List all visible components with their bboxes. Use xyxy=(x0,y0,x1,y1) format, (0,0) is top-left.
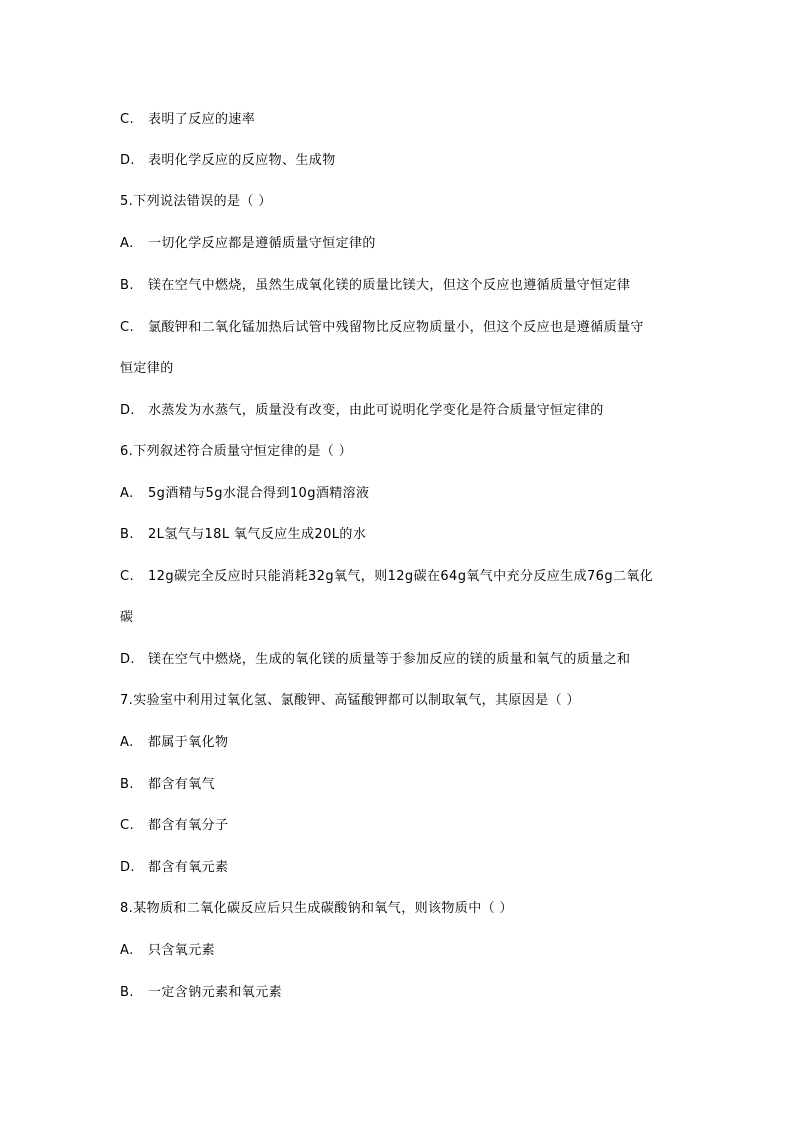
question-line xyxy=(120,444,690,460)
question-text: 6.下列叙述符合质量守恒定律的是（ ） xyxy=(120,444,353,459)
option-line xyxy=(120,153,690,169)
question-text: 5.下列说法错误的是（ ） xyxy=(120,194,272,209)
option-text: 都含有氧元素 xyxy=(148,860,229,875)
option-text: 表明了反应的速率 xyxy=(148,112,256,127)
option-line xyxy=(120,777,690,793)
continuation-line xyxy=(120,361,690,377)
option-text: 2L氢气与18L 氧气反应生成20L的水 xyxy=(148,527,367,542)
continuation-line xyxy=(120,610,690,626)
option-letter: B. xyxy=(120,985,134,1000)
option-letter: D. xyxy=(120,652,135,667)
option-text: 一定含钠元素和氧元素 xyxy=(148,985,283,1000)
option-text: 水蒸发为水蒸气，质量没有改变，由此可说明化学变化是符合质量守恒定律的 xyxy=(148,403,604,418)
option-letter: A. xyxy=(120,943,134,958)
option-line xyxy=(120,818,690,834)
question-text: 8.某物质和二氧化碳反应后只生成碳酸钠和氧气，则该物质中（ ） xyxy=(120,901,513,916)
question-line xyxy=(120,901,690,917)
option-letter: B. xyxy=(120,278,134,293)
option-text: 镁在空气中燃烧，生成的氧化镁的质量等于参加反应的镁的质量和氧气的质量之和 xyxy=(148,652,631,667)
continuation-text: 恒定律的 xyxy=(120,361,174,376)
option-text: 12g碳完全反应时只能消耗32g氧气，则12g碳在64g氧气中充分反应生成76g二氧化 xyxy=(148,569,654,584)
option-letter: C. xyxy=(120,818,135,833)
option-line xyxy=(120,112,690,128)
option-text: 都含有氧分子 xyxy=(148,818,229,833)
option-text: 5g酒精与5g水混合得到10g酒精溶液 xyxy=(148,486,370,501)
option-line xyxy=(120,236,690,252)
option-letter: A. xyxy=(120,735,134,750)
option-letter: B. xyxy=(120,527,134,542)
option-line xyxy=(120,320,690,336)
option-letter: B. xyxy=(120,777,134,792)
option-line xyxy=(120,735,690,751)
option-text: 都属于氧化物 xyxy=(148,735,229,750)
option-letter: C. xyxy=(120,320,135,335)
option-letter: C. xyxy=(120,112,135,127)
question-line xyxy=(120,693,690,709)
question-line xyxy=(120,194,690,210)
option-text: 氯酸钾和二氧化锰加热后试管中残留物比反应物质量小，但这个反应也是遵循质量守 xyxy=(148,320,644,335)
option-letter: A. xyxy=(120,486,134,501)
option-text: 都含有氧气 xyxy=(148,777,216,792)
option-line xyxy=(120,943,690,959)
option-line xyxy=(120,403,690,419)
option-text: 表明化学反应的反应物、生成物 xyxy=(148,153,336,168)
question-text: 7.实验室中利用过氧化氢、氯酸钾、高锰酸钾都可以制取氧气，其原因是（ ） xyxy=(120,693,580,708)
option-line xyxy=(120,278,690,294)
option-letter: D. xyxy=(120,403,135,418)
option-line xyxy=(120,860,690,876)
option-text: 镁在空气中燃烧，虽然生成氧化镁的质量比镁大，但这个反应也遵循质量守恒定律 xyxy=(148,278,631,293)
option-text: 只含氧元素 xyxy=(148,943,216,958)
option-letter: D. xyxy=(120,153,135,168)
option-letter: A. xyxy=(120,236,134,251)
option-line xyxy=(120,569,690,585)
option-text: 一切化学反应都是遵循质量守恒定律的 xyxy=(148,236,376,251)
option-line xyxy=(120,985,690,1001)
option-letter: D. xyxy=(120,860,135,875)
option-line xyxy=(120,486,690,502)
continuation-text: 碳 xyxy=(120,610,134,625)
option-line xyxy=(120,527,690,543)
option-line xyxy=(120,652,690,668)
option-letter: C. xyxy=(120,569,135,584)
